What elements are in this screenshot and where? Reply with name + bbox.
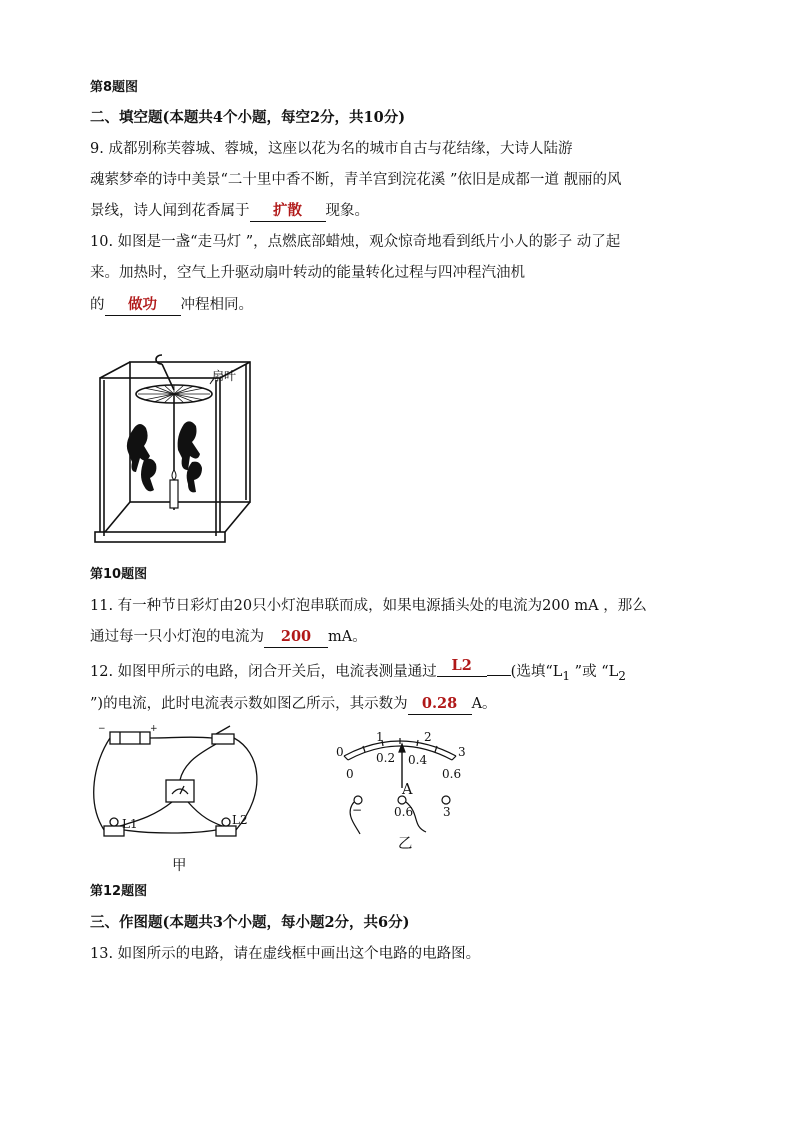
terminal-06: 0.6	[394, 805, 414, 819]
section3-note: (本题共3个小题，每小题2分，共6分)	[162, 914, 410, 931]
section2-note: (本题共4个小题，每空2分，共10分)	[162, 109, 406, 126]
scale-top-1: 1	[376, 730, 384, 744]
q10-line3-post: 冲程相同。	[180, 297, 253, 313]
svg-text:−: −	[98, 724, 106, 734]
q13-line1: 13. 如图所示的电路，请在虚线框中画出这个电路的电路图。	[90, 946, 481, 962]
terminal-neg: −	[352, 803, 363, 817]
scale-bottom-2: 0.4	[408, 753, 428, 767]
ammeter-dial-figure	[330, 722, 470, 852]
q12-answer2: 0.28	[408, 694, 472, 715]
q9-line3-post: 现象。	[325, 203, 369, 219]
fig-jia-label: 甲	[172, 858, 187, 874]
q9-answer: 扩散	[250, 201, 326, 222]
lantern-figure	[92, 350, 262, 555]
q11-line2	[90, 627, 367, 648]
q11-answer: 200	[264, 627, 328, 648]
lamp2-label: L2	[232, 813, 248, 827]
fan-label: 扇叶	[212, 369, 237, 383]
q12-opt2-sub: 2	[618, 668, 626, 683]
scale-bottom-0: 0	[346, 767, 354, 781]
meter-symbol: A	[402, 782, 413, 798]
q9-line1: 9. 成都别称芙蓉城、蓉城，这座以花为名的城市自古与花结缘，大诗人陆游	[90, 141, 573, 157]
section2-title: 二、填空题	[90, 109, 163, 126]
section3-title: 三、作图题	[90, 914, 163, 931]
q10-line1: 10. 如图是一盏“走马灯 ”，点燃底部蜡烛，观众惊奇地看到纸片小人的影子 动了起	[90, 234, 621, 250]
q10-line2: 来。加热时，空气上升驱动扇叶转动的能量转化过程与四冲程汽油机	[90, 265, 525, 281]
q11-line2-post: mA。	[328, 629, 367, 645]
lamp1-label: L1	[122, 817, 138, 831]
q12-answer1: L2	[437, 656, 487, 677]
q12-opt1-sub: 1	[562, 668, 571, 683]
q12-line2-pre: ”)的电流，此时电流表示数如图乙所示，其示数为	[90, 696, 408, 712]
scale-top-3: 3	[458, 745, 466, 759]
caption-q12: 第12题图	[90, 884, 148, 899]
q11-line2-pre: 通过每一只小灯泡的电流为	[90, 629, 264, 645]
terminal-3: 3	[443, 805, 451, 819]
q12-line2	[90, 694, 497, 715]
q9-line3-pre: 景线，诗人闻到花香属于	[90, 203, 250, 219]
q11-line1: 11. 有一种节日彩灯由20只小灯泡串联而成，如果电源插头处的电流为200 mA ，那么	[90, 598, 647, 614]
q10-line3	[90, 295, 253, 316]
q12-line1-pre: 12. 如图甲所示的电路，闭合开关后，电流表测量通过	[90, 664, 437, 680]
section3-heading	[90, 913, 410, 933]
q12-line2-post: A。	[471, 696, 497, 712]
circuit-figure-jia	[92, 722, 272, 872]
caption-q8: 第8题图	[90, 80, 139, 95]
caption-q10: 第10题图	[90, 567, 148, 582]
scale-top-0: 0	[336, 745, 344, 759]
q10-line3-pre: 的	[90, 297, 105, 313]
fig-yi-label: 乙	[398, 836, 413, 852]
q9-line3	[90, 201, 369, 222]
scale-top-2: 2	[424, 730, 432, 744]
q9-line2: 魂萦梦牵的诗中美景“二十里中香不断，青羊宫到浣花溪 ”依旧是成都一道 靓丽的风	[90, 172, 622, 188]
q12-line1	[90, 657, 626, 686]
scale-bottom-1: 0.2	[376, 751, 396, 765]
q12-line1-post: (选填“L	[510, 664, 563, 680]
svg-text:+: +	[150, 724, 158, 734]
q10-answer: 做功	[105, 295, 181, 316]
section2-heading	[90, 108, 405, 128]
q12-blank-tail	[487, 675, 511, 676]
q12-line1-mid: ”或 “L	[570, 664, 619, 680]
scale-bottom-3: 0.6	[442, 767, 462, 781]
